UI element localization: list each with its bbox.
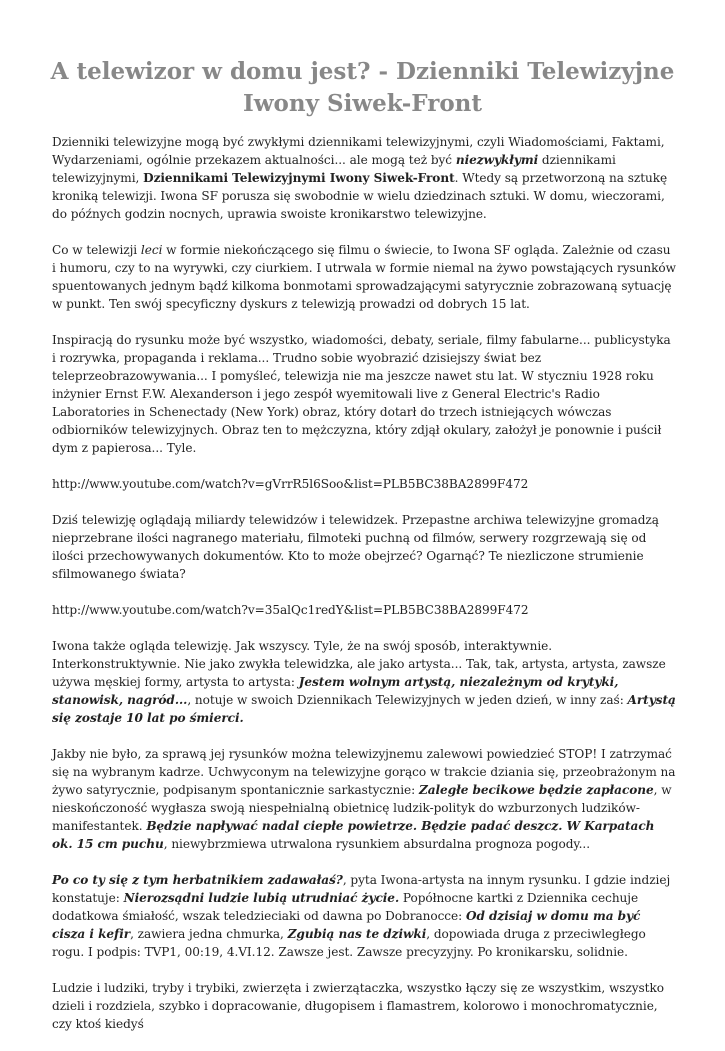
paragraph-text: , notuje w swoich Dziennikach Telewizyjnych w jeden dzień, w inny zaś:: [187, 693, 628, 707]
paragraph-text: Jakby nie było, za sprawą jej rysunków można telewizyjnemu zalewowi powiedzieć STOP! I zatrzymać się na wybranym kadrze. Uchwyconym na telewizyjne gorąco w trakcie dziania się, przeobrażonym na żywo satyrycznie, podpisanym spontanicznie sarkastycznie:: [52, 747, 676, 797]
bold-text: Dziennikami Telewizyjnymi Iwony Siwek-Front: [143, 171, 455, 185]
page-title: A telewizor w domu jest? - Dzienniki Telewizyjne Iwony Siwek-Front: [50, 58, 675, 117]
paragraph-text: , w nieskończoność wygłasza swoją niespełnialną obietnicę ludzik-polityk do wzburzonych ludzików-manifestantek.: [52, 783, 672, 833]
paragraph-text: , zawiera jedna chmurka,: [130, 927, 288, 941]
quote-text: Artystą się zostaje 10 lat po śmierci.: [52, 693, 676, 725]
paragraph-text: , niewybrzmiewa utrwalona rysunkiem absurdalna prognoza pogody...: [163, 837, 590, 851]
quote-text: Po co ty się z tym herbatnikiem zadawałaś?: [52, 873, 343, 887]
paragraph-text: dziennikami telewizyjnymi,: [52, 153, 616, 185]
paragraph-stop: [52, 745, 677, 853]
article-body: [52, 133, 677, 1051]
paragraph-text: w formie niekończącego się filmu o świecie, to Iwona SF ogląda. Zależnie od czasu i humoru, czy to na wyrywki, czy ciurkiem. I utrwala w formie niemal na żywo powstających rysunków spuentowanych jednym bądź kilkoma bonmotami sprowadzającymi satyrycznie zobrazowaną sytuację w punkt. Ten swój specyficzny dyskurs z telewizją prowadzi od dobrych 15 lat.: [52, 243, 676, 311]
paragraph-intro: [52, 133, 677, 223]
quote-text: Zaległe becikowe będzie zapłacone: [418, 783, 654, 797]
quote-text: Od dzisiaj w domu ma być cisza i kefir: [52, 909, 641, 941]
paragraph-text: Popółnocne kartki z Dziennika cechuje dodatkowa śmiałość, wszak teledzieciaki od dawna po Dobranocce:: [52, 891, 639, 923]
emphasis-text: niezwykłymi: [455, 153, 539, 167]
quote-text: Nierozsądni ludzie lubią utrudniać życie.: [123, 891, 400, 905]
paragraph-text: . Wtedy są przetworzoną na sztukę kroniką telewizji. Iwona SF porusza się swobodnie w wielu dziedzinach sztuki. W domu, wieczorami, do późnych godzin nocnych, uprawia swoiste kronikarstwo telewizyjne.: [52, 171, 668, 221]
paragraph-text: , dopowiada druga z przeciwległego rogu. I podpis: TVP1, 00:19, 4.VI.12. Zawsze jest. Zawsze precyzyjny. Po kronikarsku, solidnie.: [52, 927, 646, 959]
paragraph-tv: [52, 241, 677, 313]
paragraph-archives: Dziś telewizję oglądają miliardy telewidzów i telewidzek. Przepastne archiwa telewizyjne gromadzą nieprzebrane ilości nagranego materiału, filmoteki puchną od filmów, serwery rozgrzewają się od ilości przechowywanych dokumentów. Kto to może obejrzeć? Ogarnąć? Te niezliczone strumienie sfilmowanego świata?: [52, 513, 659, 581]
quote-text: Będzie napływać nadal ciepłe powietrze. Będzie padać deszcz. W Karpatach ok. 15 cm puchu: [52, 819, 655, 851]
paragraph-inspiration: Inspiracją do rysunku może być wszystko, wiadomości, debaty, seriale, filmy fabularne... publicystyka i rozrywka, propaganda i reklama... Trudno sobie wyobrazić dzisiejszy świat bez teleprzeobrazowywania... I pomyśleć, telewizja nie ma jeszcze nawet stu lat. W styczniu 1928 roku inżynier Ernst F.W. Alexanderson i jego zespół wyemitowali live z General Electric's Radio Laboratories in Schenectady (New York) obraz, który dotarł do trzech istniejących wówczas odbiorników telewizyjnych. Obraz ten to mężczyzna, który zdjął okulary, założył je ponownie i puścił dym z papierosa... Tyle.: [52, 333, 671, 455]
quote-text: Jestem wolnym artystą, niezależnym od krytyki, stanowisk, nagród...: [52, 675, 619, 707]
quote-text: Zgubią nas te dziwki: [287, 927, 427, 941]
paragraph-artist: [52, 637, 677, 727]
paragraph-cookie: [52, 871, 677, 961]
paragraph-text: Iwona także ogląda telewizję. Jak wszyscy. Tyle, że na swój sposób, interaktywnie. Interkonstruktywnie. Nie jako zwykła telewidzka, ale jako artysta... Tak, tak, artysta, artysta, zawsze używa męskiej formy, artysta to artysta:: [52, 639, 666, 689]
italic-text: leci: [140, 243, 163, 257]
youtube-link-2: http://www.youtube.com/watch?v=35alQc1redY&list=PLB5BC38BA2899F472: [52, 603, 529, 617]
youtube-link-1: http://www.youtube.com/watch?v=gVrrR5l6Soo&list=PLB5BC38BA2899F472: [52, 477, 529, 491]
paragraph-text: Dzienniki telewizyjne mogą być zwykłymi dziennikami telewizyjnymi, czyli Wiadomościami, Faktami, Wydarzeniami, ogólnie przekazem aktualności... ale mogą też być: [52, 135, 665, 167]
paragraph-people: Ludzie i ludziki, tryby i trybiki, zwierzęta i zwierzątaczka, wszystko łączy się ze wszystkim, wszystko dzieli i rozdziela, szybko i dopracowanie, długopisem i flamastrem, kolorowo i monochromatycznie, czy ktoś kiedyś: [52, 981, 664, 1031]
paragraph-text: , pyta Iwona-artysta na innym rysunku. I gdzie indziej konstatuje:: [52, 873, 671, 905]
paragraph-text: Co w telewizji: [52, 243, 141, 257]
